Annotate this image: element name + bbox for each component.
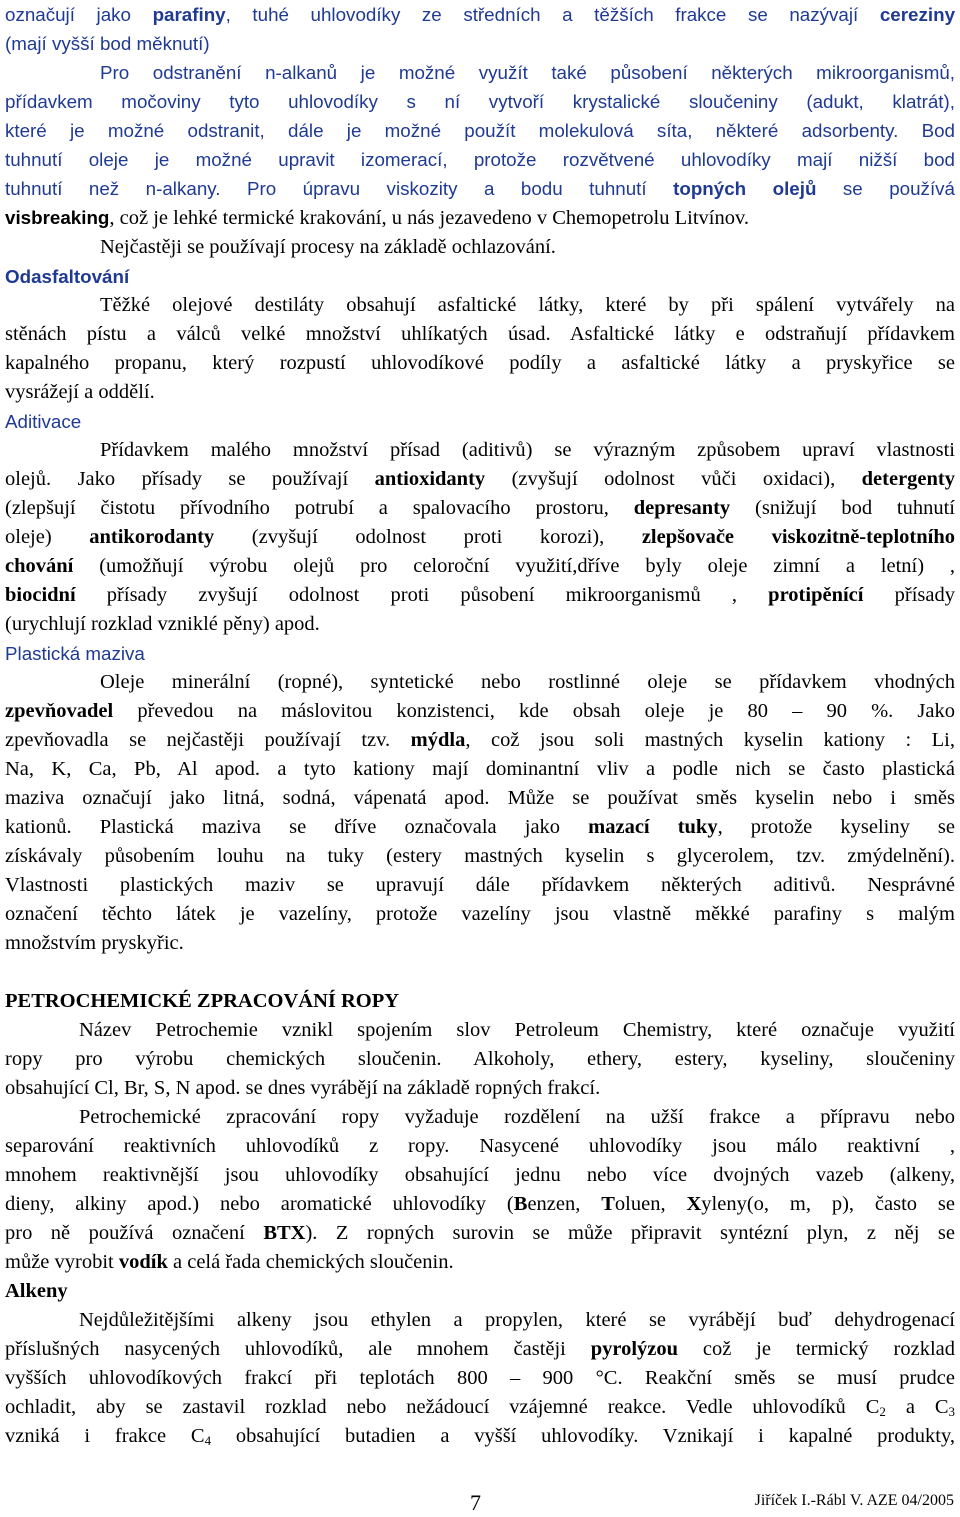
text-line: množstvím pryskyřic. <box>5 932 184 954</box>
bold-term: T <box>601 1193 615 1215</box>
text-span: , což jsou soli mastných kyselin kationy : Li, <box>465 729 955 751</box>
text-span: a celá řada chemických sloučenin. <box>167 1251 454 1273</box>
page-footer <box>0 1490 960 1516</box>
text-line <box>5 1422 955 1451</box>
bold-term: X <box>686 1193 702 1215</box>
text-line <box>5 552 955 581</box>
text-span: olejů. <box>5 468 52 490</box>
text-line <box>5 174 955 203</box>
text-span: převedou na máslovitou konzistenci, kde obsah oleje je 80 – 90 %. Jako <box>113 700 955 722</box>
text-line: Petrochemické zpracování ropy vyžaduje rozdělení na užší frakce a přípravu nebo <box>79 1106 955 1128</box>
subscript: 2 <box>879 1404 886 1419</box>
text-line: Přídavkem malého množství přísad (aditivů) se výrazným způsobem upraví vlastnosti <box>100 439 955 461</box>
text-span: oleje) <box>5 526 90 548</box>
section-heading: Aditivace <box>5 411 82 432</box>
text-line: Na, K, Ca, Pb, Al apod. a tyto kationy mají dominantní vliv a podle nich se často plastická <box>5 758 955 780</box>
section-petrochemicke-zpracovani <box>5 987 955 1277</box>
page-number: 7 <box>470 1490 481 1515</box>
text-span: označují jako <box>5 4 153 25</box>
text-line: (urychlují rozklad vzniklé pěny) apod. <box>5 613 320 635</box>
text-line: Nejdůležitějšími alkeny jsou ethylen a propylen, které se vyrábějí buď dehydrogenací <box>79 1309 955 1331</box>
text-span: což je termický rozklad <box>678 1338 955 1360</box>
text-line: přídavkem močoviny tyto uhlovodíky s ní vytvoří krystalické sloučeniny (adukt, klatrát), <box>5 91 955 112</box>
text-span: enzen, <box>527 1193 602 1215</box>
text-span: stěnách pístu a válců velké množství uhlíkatých úsad. <box>5 323 551 345</box>
text-span: přísady <box>863 584 955 606</box>
text-line <box>5 581 955 610</box>
text-span: Bod <box>898 120 955 141</box>
section-heading: Odasfaltování <box>5 266 130 287</box>
text-line: Oleje minerální (ropné), syntetické nebo rostlinné oleje se přídavkem vhodných <box>100 671 955 693</box>
text-line: Pro odstranění n-alkanů je možné využít také působení některých mikroorganismů, <box>100 62 955 83</box>
bold-term: antioxidanty <box>374 468 486 490</box>
paragraph-n-alkany <box>5 58 955 262</box>
text-line: mnohem reaktivnější jsou uhlovodíky obsahující jednu nebo více dvojných vazeb (alkeny, <box>5 1164 955 1186</box>
paragraph-parafiny <box>5 0 955 58</box>
text-span: kationů. Plastická maziva se dříve označovala jako <box>5 816 589 838</box>
text-span: , tuhé uhlovodíky ze středních a těžších frakce se nazývají <box>225 4 880 25</box>
bold-term: pyrolýzou <box>590 1338 679 1360</box>
text-line: tuhnutí oleje je možné upravit izomerací, protože rozvětvené uhlovodíky mají nižší bod <box>5 149 955 170</box>
text-line: ropy pro výrobu chemických sloučenin. Alkoholy, ethery, estery, kyseliny, sloučeniny <box>5 1048 955 1070</box>
text-span: Pro úpravu viskozity a bodu tuhnutí <box>220 178 674 199</box>
text-span: , protože kyseliny se <box>717 816 956 838</box>
text-span: zpevňovadla se nejčastěji používají tzv. <box>5 729 411 751</box>
text-line: (mají vyšší bod měknutí) <box>5 33 210 54</box>
text-span: (snižují bod tuhnutí <box>730 497 955 519</box>
bold-term: biocidní <box>5 584 76 606</box>
text-span: (umožňují výrobu olejů pro celoroční využití,dříve byly oleje zimní a letní) , <box>73 555 955 577</box>
text-line <box>5 0 955 29</box>
text-line <box>5 523 955 552</box>
bold-term: BTX <box>263 1222 306 1244</box>
text-line: kapalného propanu, který rozpustí uhlovodíkové podíly a asfaltické látky a pryskyřice se <box>5 352 955 374</box>
text-line <box>5 116 955 145</box>
text-line: vyšších uhlovodíkových frakcí při teplotách 800 – 900 °C. Reakční směs se musí prudce <box>5 1367 955 1389</box>
document-page <box>5 0 955 1451</box>
text-span: se používá <box>816 178 956 199</box>
bold-term: mýdla <box>410 729 466 751</box>
section-heading: Alkeny <box>5 1280 68 1302</box>
text-line <box>5 726 955 755</box>
text-line: Název Petrochemie vznikl spojením slov Petroleum Chemistry, které označuje využití <box>79 1019 955 1041</box>
text-span: dieny, alkiny apod.) nebo aromatické uhlovodíky ( <box>5 1193 514 1215</box>
bold-term: cereziny <box>879 4 956 25</box>
bold-term: zpevňovadel <box>5 700 114 722</box>
bold-term: mazací tuky <box>588 816 718 838</box>
bold-term: zlepšovače viskozitně-teplotního <box>641 526 955 548</box>
text-span: Asfaltické látky e odstraňují přídavkem <box>550 323 956 345</box>
text-line <box>5 203 955 233</box>
bold-term: protipěnící <box>768 584 864 606</box>
section-heading: PETROCHEMICKÉ ZPRACOVÁNÍ ROPY <box>5 990 400 1012</box>
text-line: Těžké olejové destiláty obsahují asfaltické látky, které by při spálení vytvářely na <box>100 294 955 316</box>
bold-term: visbreaking <box>5 207 110 228</box>
text-span: (zvyšují odolnost proti korozi), <box>214 526 642 548</box>
text-line: získávaly působením louhu na tuky (estery mastných kyselin s glycerolem, tzv. zmýdelnění). <box>5 845 955 867</box>
text-span: přísady zvyšují odolnost proti působení mikroorganismů , <box>75 584 769 606</box>
text-line <box>5 1219 955 1248</box>
text-span: (zlepšují čistotu přívodního potrubí a spalovacího prostoru, <box>5 497 634 519</box>
section-alkeny <box>5 1277 955 1451</box>
bold-term: topných olejů <box>673 178 817 199</box>
section-heading: Plastická maziva <box>5 643 145 664</box>
text-line <box>5 494 955 523</box>
bold-term: depresanty <box>633 497 731 519</box>
text-span: může vyrobit <box>5 1251 119 1273</box>
text-line <box>5 1190 955 1219</box>
text-span: pro ně používá označení <box>5 1222 264 1244</box>
text-span: které je možné odstranit, dále je možné použít molekulová síta, některé adsorbenty. <box>5 120 899 141</box>
text-line: označení těchto látek je vazelíny, protože vazelíny jsou vlastně měkké parafiny s malým <box>5 903 955 925</box>
text-span: yleny(o, m, p), často se <box>701 1193 955 1215</box>
text-span: ochladit, aby se zastavil rozklad nebo nežádoucí vzájemné reakce. Vedle uhlovodíků C <box>5 1396 880 1418</box>
text-line <box>5 1335 955 1364</box>
text-line: maziva označují jako litná, sodná, vápenatá apod. Může se používat směs kyselin nebo i směs <box>5 787 955 809</box>
text-span: příslušných nasycených uhlovodíků, ale mnohem častěji <box>5 1338 591 1360</box>
text-line: vysrážejí a oddělí. <box>5 381 155 403</box>
bold-term: vodík <box>118 1251 168 1273</box>
text-span: tuhnutí než n-alkany. <box>5 178 221 199</box>
text-line <box>5 1393 955 1422</box>
text-line <box>5 465 955 494</box>
text-line: Nejčastěji se používají procesy na základě ochlazování. <box>100 236 556 258</box>
text-line <box>5 697 955 726</box>
footer-author: Jiříček I.-Rábl V. AZE 04/2005 <box>754 1492 954 1509</box>
bold-term: B <box>513 1193 528 1215</box>
text-span: , což je lehké termické krakování, u nás jezavedeno v Chemopetrolu Litvínov. <box>109 207 750 229</box>
section-aditivace <box>5 407 955 639</box>
bold-term: detergenty <box>861 468 955 490</box>
text-line: Vlastnosti plastických maziv se upravují dále přídavkem některých aditivů. Nesprávné <box>5 874 955 896</box>
text-span: vzniká i frakce C <box>5 1425 205 1447</box>
bold-term: chování <box>5 555 74 577</box>
bold-term: antikorodanty <box>89 526 215 548</box>
text-span: (zvyšují odolnost vůči oxidaci), <box>485 468 862 490</box>
section-odasfaltovani <box>5 262 955 407</box>
text-span: a C <box>885 1396 949 1418</box>
bold-term: parafiny <box>152 4 226 25</box>
text-line: obsahující Cl, Br, S, N apod. se dnes vyrábějí na základě ropných frakcí. <box>5 1077 601 1099</box>
text-line <box>5 813 955 842</box>
section-plasticka-maziva <box>5 639 955 958</box>
subscript: 3 <box>948 1404 956 1419</box>
text-span: obsahující butadien a vyšší uhlovodíky. Vznikají i kapalné produkty, <box>211 1425 955 1447</box>
text-span: oluen, <box>614 1193 687 1215</box>
text-line <box>5 1248 955 1277</box>
text-span: ). Z ropných surovin se může připravit syntézní plyn, z něj se <box>305 1222 955 1244</box>
text-line: separování reaktivních uhlovodíků z ropy. Nasycené uhlovodíky jsou málo reaktivní , <box>5 1135 955 1157</box>
text-line <box>5 320 955 349</box>
text-span: Jako přísady se používají <box>51 468 375 490</box>
subscript: 4 <box>204 1433 212 1448</box>
